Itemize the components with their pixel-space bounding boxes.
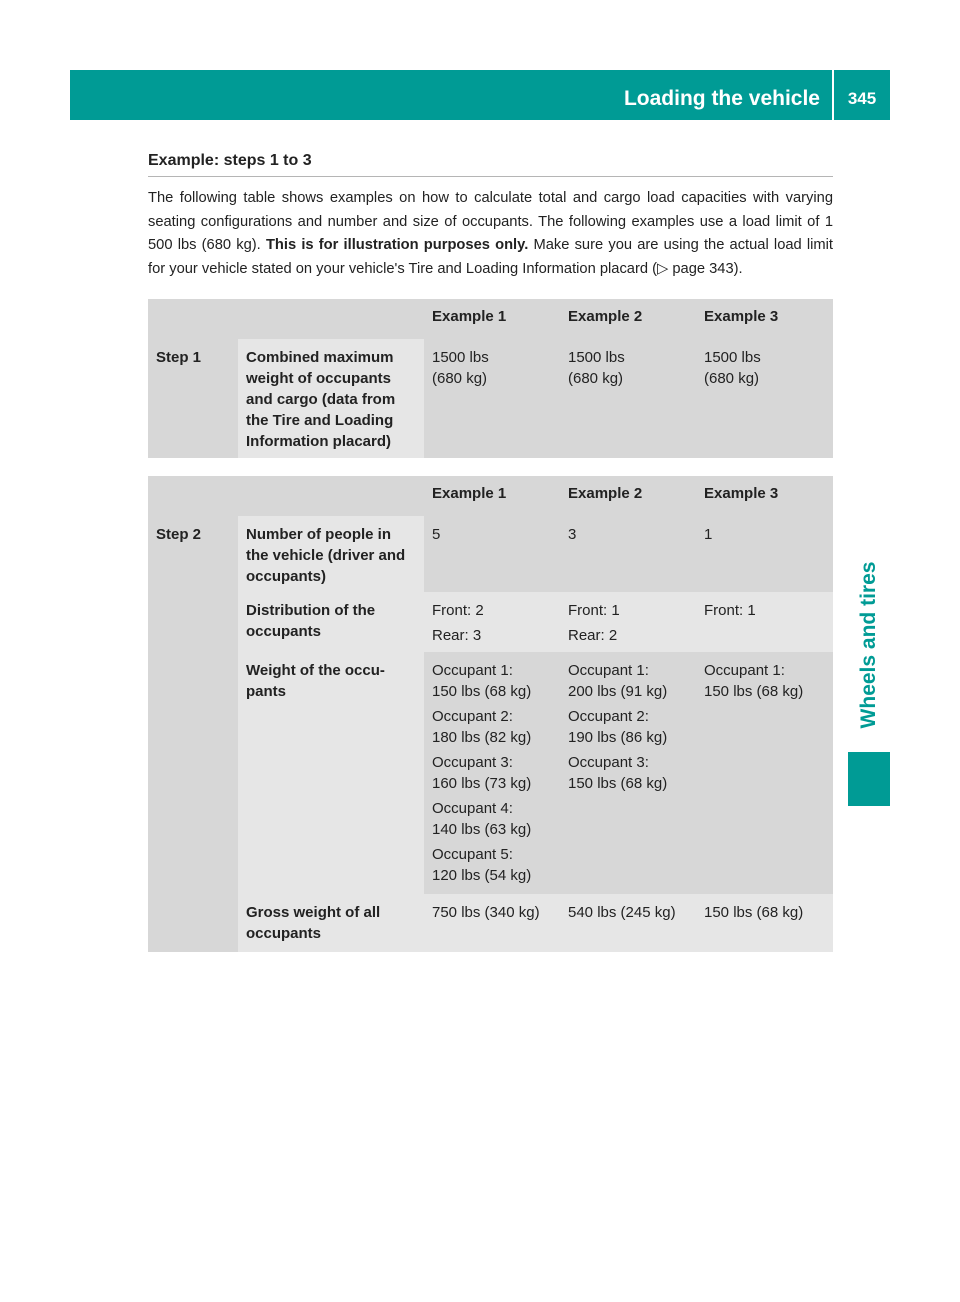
row-label: Gross weight of all occupants [238, 894, 424, 952]
value-line: 1500 lbs [568, 349, 625, 366]
header-example-2: Example 2 [560, 476, 696, 516]
table-row [148, 592, 833, 652]
value-line: Occupant 5: [432, 846, 513, 863]
page-reference-link[interactable]: page 343). [668, 260, 743, 277]
header-empty-cell [238, 476, 424, 516]
step-label: Step 1 [148, 339, 238, 458]
value-line: 150 lbs (68 kg) [432, 683, 532, 700]
page-title: Loading the vehicle [623, 87, 820, 110]
value-cell [696, 339, 833, 458]
value-line: Front: 1 [568, 602, 620, 619]
value-line: 160 lbs (73 kg) [432, 775, 532, 792]
row-label: Weight of the occu-pants [238, 652, 424, 894]
value-line: Occupant 1: [568, 662, 649, 679]
value-line: 200 lbs (91 kg) [568, 683, 668, 700]
value-line: Occupant 1: [432, 662, 513, 679]
value-cell [560, 339, 696, 458]
value-line: 120 lbs (54 kg) [432, 867, 532, 884]
value-cell [424, 652, 560, 894]
header-example-1: Example 1 [424, 299, 560, 339]
table-row [148, 516, 833, 592]
chapter-tab-label: Wheels and tires [857, 561, 880, 729]
value-line: Occupant 2: [432, 708, 513, 725]
row-label: Number of people in the vehicle (driver and occupants) [238, 516, 424, 592]
value-line: 190 lbs (86 kg) [568, 729, 668, 746]
value-line: (680 kg) [568, 370, 624, 387]
value-line: Front: 1 [704, 602, 756, 619]
header-example-1: Example 1 [424, 476, 560, 516]
value-line: Rear: 2 [568, 627, 618, 644]
page-number: 345 [847, 89, 877, 108]
table-header-row [148, 299, 833, 339]
value-line: 180 lbs (82 kg) [432, 729, 532, 746]
value-line: 140 lbs (63 kg) [432, 821, 532, 838]
value-line: Front: 2 [432, 602, 484, 619]
step-label: Step 2 [148, 516, 238, 952]
intro-paragraph [148, 187, 833, 281]
intro-emphasis: This is for illustration purposes only. [265, 237, 529, 253]
chapter-marker [848, 752, 890, 806]
header-example-3: Example 3 [696, 476, 833, 516]
value-cell [424, 592, 560, 652]
value-cell [696, 592, 833, 652]
row-label: Combined maximum weight of occupants and cargo (data from the Tire and Loading Information placard) [238, 339, 424, 458]
row-label: Distribution of the occupants [238, 592, 424, 652]
step1-table [148, 299, 833, 458]
section-heading: Example: steps 1 to 3 [148, 152, 312, 169]
header-empty-cell [148, 299, 238, 339]
value-line: 1500 lbs [432, 349, 489, 366]
chapter-tab [848, 545, 890, 745]
header-example-3: Example 3 [696, 299, 833, 339]
value-line: Occupant 4: [432, 800, 513, 817]
table-row [148, 339, 833, 458]
header-example-2: Example 2 [560, 299, 696, 339]
value-cell [424, 339, 560, 458]
value-cell [696, 652, 833, 894]
value-line: (680 kg) [432, 370, 488, 387]
header-bar [70, 70, 890, 120]
value-line: (680 kg) [704, 370, 760, 387]
header-empty-cell [238, 299, 424, 339]
page-reference-arrow-icon: ▷ [656, 260, 669, 277]
table-row [148, 652, 833, 894]
intro-text: The following table shows examples on how to calculate total and cargo load capacities with varying seating configurations and number and size of occupants. The following examples use a load limit of 1 500 lbs (680 kg). [148, 190, 833, 253]
value-line: Occupant 1: [704, 662, 785, 679]
intro-text-continued: Make sure you are using the actual load limit for your vehicle stated on your vehicle's Tire and Loading Information placard ( [148, 237, 833, 277]
value-cell: 5 [424, 516, 560, 592]
value-cell: 1 [696, 516, 833, 592]
value-line: 150 lbs (68 kg) [704, 683, 804, 700]
header-empty-cell [148, 476, 238, 516]
value-line: Rear: 3 [432, 627, 482, 644]
value-line: 1500 lbs [704, 349, 761, 366]
value-line: Occupant 3: [432, 754, 513, 771]
value-cell: 540 lbs (245 kg) [560, 894, 696, 952]
value-cell: 150 lbs (68 kg) [696, 894, 833, 952]
value-line: Occupant 2: [568, 708, 649, 725]
table-row [148, 894, 833, 952]
value-cell [560, 652, 696, 894]
table-header-row [148, 476, 833, 516]
value-line: 150 lbs (68 kg) [568, 775, 668, 792]
value-cell: 750 lbs (340 kg) [424, 894, 560, 952]
value-cell [560, 592, 696, 652]
section-divider [148, 176, 833, 177]
value-line: Occupant 3: [568, 754, 649, 771]
step2-table [148, 476, 833, 952]
value-cell: 3 [560, 516, 696, 592]
